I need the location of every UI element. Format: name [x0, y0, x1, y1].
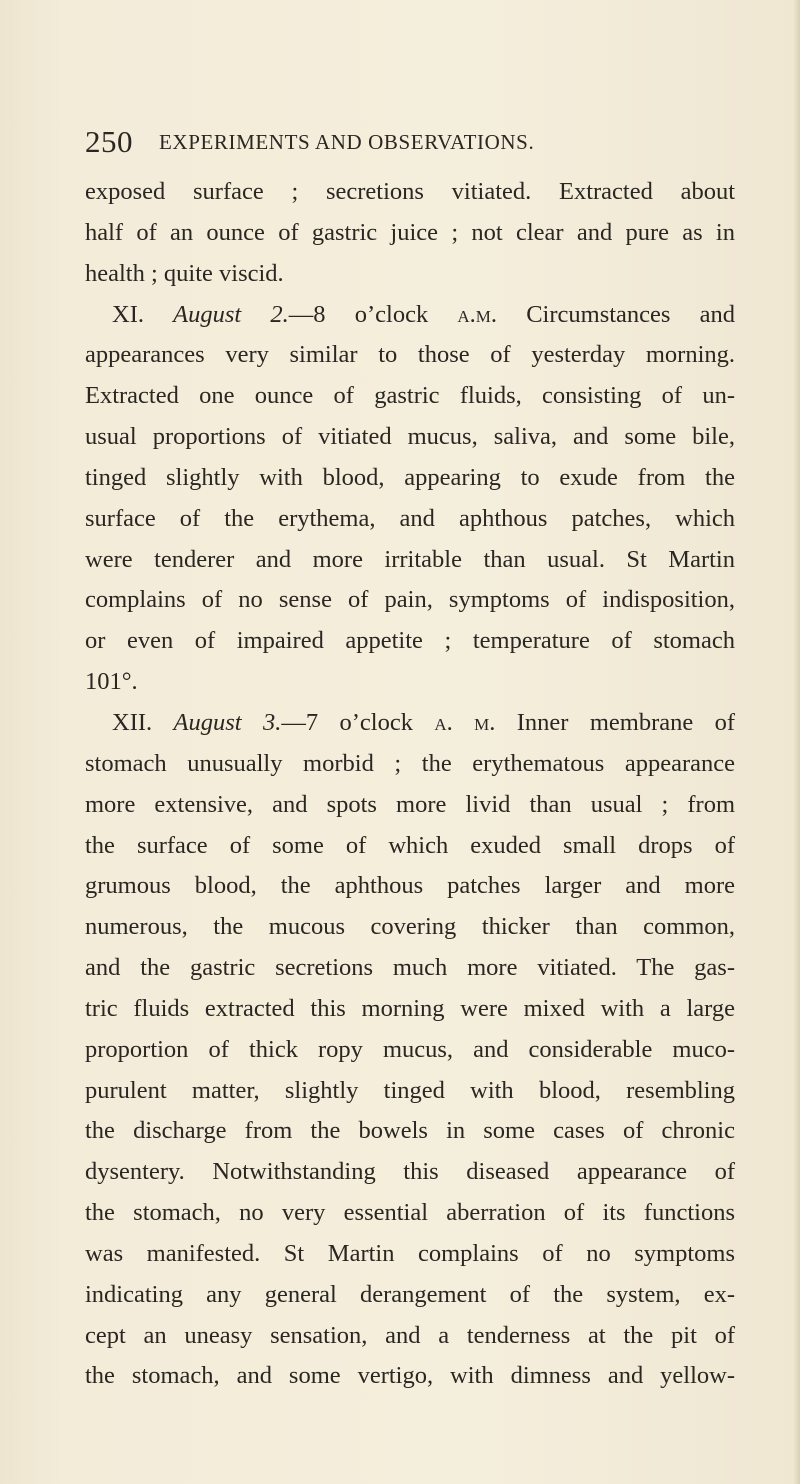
text-line: were tenderer and more irritable than usual. St Martin — [85, 545, 735, 573]
text-line: grumous blood, the aphthous patches larger and more — [85, 872, 735, 900]
text-line: indicating any general derangement of the system, ex- — [85, 1280, 735, 1308]
entry-text: Circumstances and — [497, 300, 736, 328]
entry-meridiem: a. m. — [434, 708, 496, 736]
text-line: surface of the erythema, and aphthous patches, which — [85, 504, 735, 532]
text-line: and the gastric secretions much more vitiated. The gas- — [85, 954, 735, 982]
entry-number: XI. — [112, 300, 174, 328]
entry-text: Inner membrane of — [495, 708, 736, 736]
page-number: 250 — [85, 124, 133, 159]
text-line: numerous, the mucous covering thicker than common, — [85, 913, 735, 941]
entry-heading-xi — [85, 295, 735, 336]
text-line: or even of impaired appetite ; temperature of stomach — [85, 627, 735, 655]
entry-date: August 3. — [173, 708, 282, 736]
text-line: tinged slightly with blood, appearing to exude from the — [85, 463, 735, 491]
entry-clock: —7 o’clock — [281, 708, 435, 736]
text-line: proportion of thick ropy mucus, and considerable muco- — [85, 1035, 735, 1063]
text-line: was manifested. St Martin complains of no symptoms — [85, 1239, 735, 1267]
entry-date: August 2. — [173, 300, 289, 328]
text-line: dysentery. Notwithstanding this diseased appearance of — [85, 1158, 735, 1186]
entry-number: XII. — [112, 708, 174, 736]
page-header — [85, 122, 705, 162]
text-line: appearances very similar to those of yesterday morning. — [85, 341, 735, 369]
text-line: the stomach, and some vertigo, with dimness and yellow- — [85, 1362, 735, 1390]
text-line: complains of no sense of pain, symptoms of indisposition, — [85, 586, 735, 614]
text-line: health ; quite viscid. — [85, 259, 284, 287]
page-edge-shadow — [794, 0, 800, 1484]
entry-meridiem: a.m. — [457, 300, 498, 328]
text-line: purulent matter, slightly tinged with blood, resembling — [85, 1076, 735, 1104]
text-line: exposed surface ; secretions vitiated. Extracted about — [85, 178, 735, 205]
text-line: usual proportions of vitiated mucus, saliva, and some bile, — [85, 423, 735, 451]
entry-heading-xii — [85, 703, 735, 744]
text-line: 101°. — [85, 668, 138, 696]
body-text — [85, 172, 735, 1397]
text-line: half of an ounce of gastric juice ; not clear and pure as in — [85, 218, 735, 246]
text-line: cept an uneasy sensation, and a tenderness at the pit of — [85, 1321, 735, 1349]
text-line: more extensive, and spots more livid than usual ; from — [85, 790, 735, 818]
text-line: the surface of some of which exuded small drops of — [85, 831, 735, 859]
text-line: tric fluids extracted this morning were mixed with a large — [85, 994, 735, 1022]
text-line: stomach unusually morbid ; the erythematous appearance — [85, 749, 735, 777]
text-line: the discharge from the bowels in some cases of chronic — [85, 1117, 735, 1145]
text-line: the stomach, no very essential aberration of its functions — [85, 1199, 735, 1227]
entry-clock: —8 o’clock — [288, 300, 458, 328]
running-head: EXPERIMENTS AND OBSERVATIONS. — [159, 130, 535, 154]
text-line: Extracted one ounce of gastric fluids, consisting of un- — [85, 382, 735, 410]
